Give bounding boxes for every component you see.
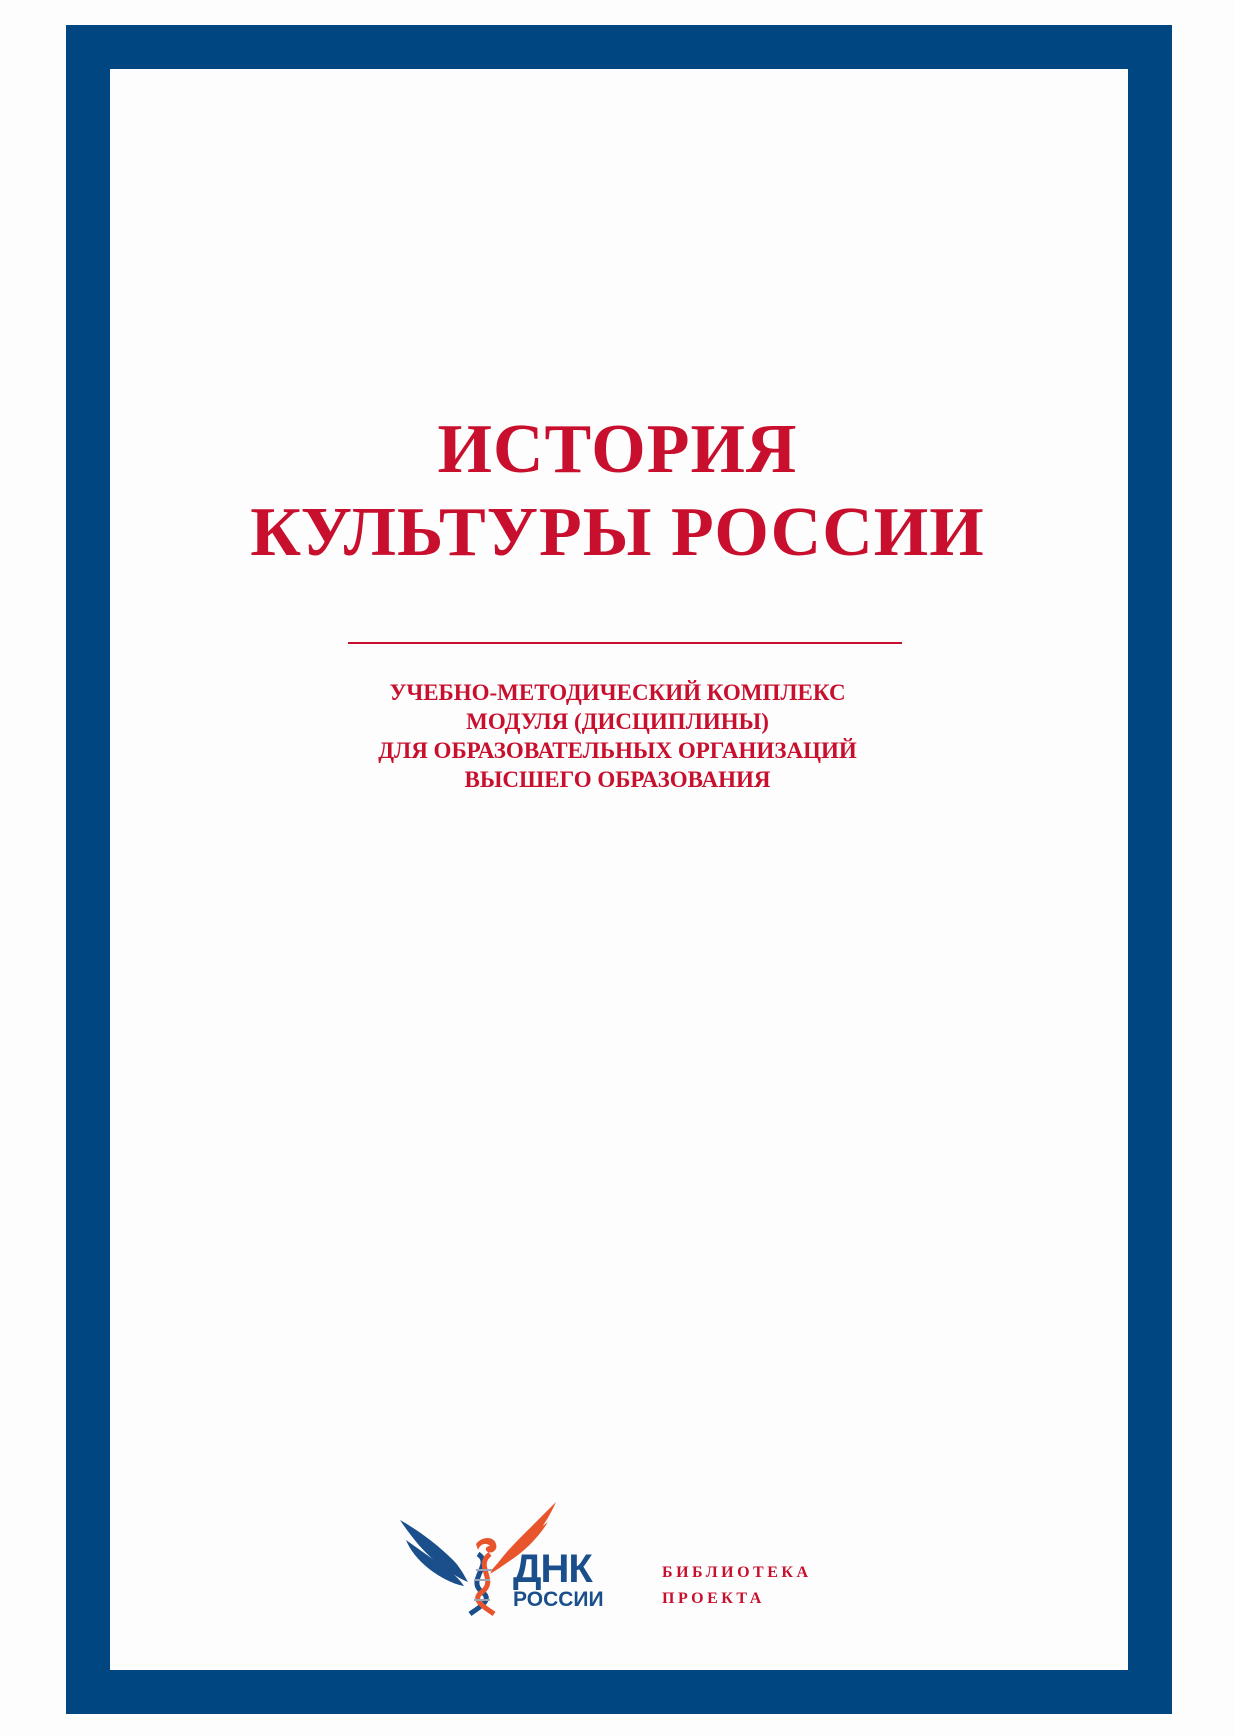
cover-border-frame (66, 25, 1172, 1714)
subtitle-line: ВЫСШЕГО ОБРАЗОВАНИЯ (464, 767, 771, 792)
cover-subtitle (0, 678, 1235, 794)
cover-title-line-1: ИСТОРИЯ (437, 411, 798, 488)
cover-title-line-2: КУЛЬТУРЫ РОССИИ (250, 494, 985, 571)
logo-text-russia: РОССИИ (513, 1588, 604, 1611)
subtitle-line: МОДУЛЯ (ДИСЦИПЛИНЫ) (466, 709, 769, 734)
subtitle-line: УЧЕБНО-МЕТОДИЧЕСКИЙ КОМПЛЕКС (389, 680, 846, 705)
project-library-label (662, 1560, 812, 1612)
library-line-2: ПРОЕКТА (662, 1590, 765, 1607)
library-line-1: БИБЛИОТЕКА (662, 1564, 812, 1581)
subtitle-line: ДЛЯ ОБРАЗОВАТЕЛЬНЫХ ОРГАНИЗАЦИЙ (378, 738, 857, 763)
title-divider (348, 642, 902, 644)
logo-text-dnk: ДНК (513, 1547, 592, 1591)
